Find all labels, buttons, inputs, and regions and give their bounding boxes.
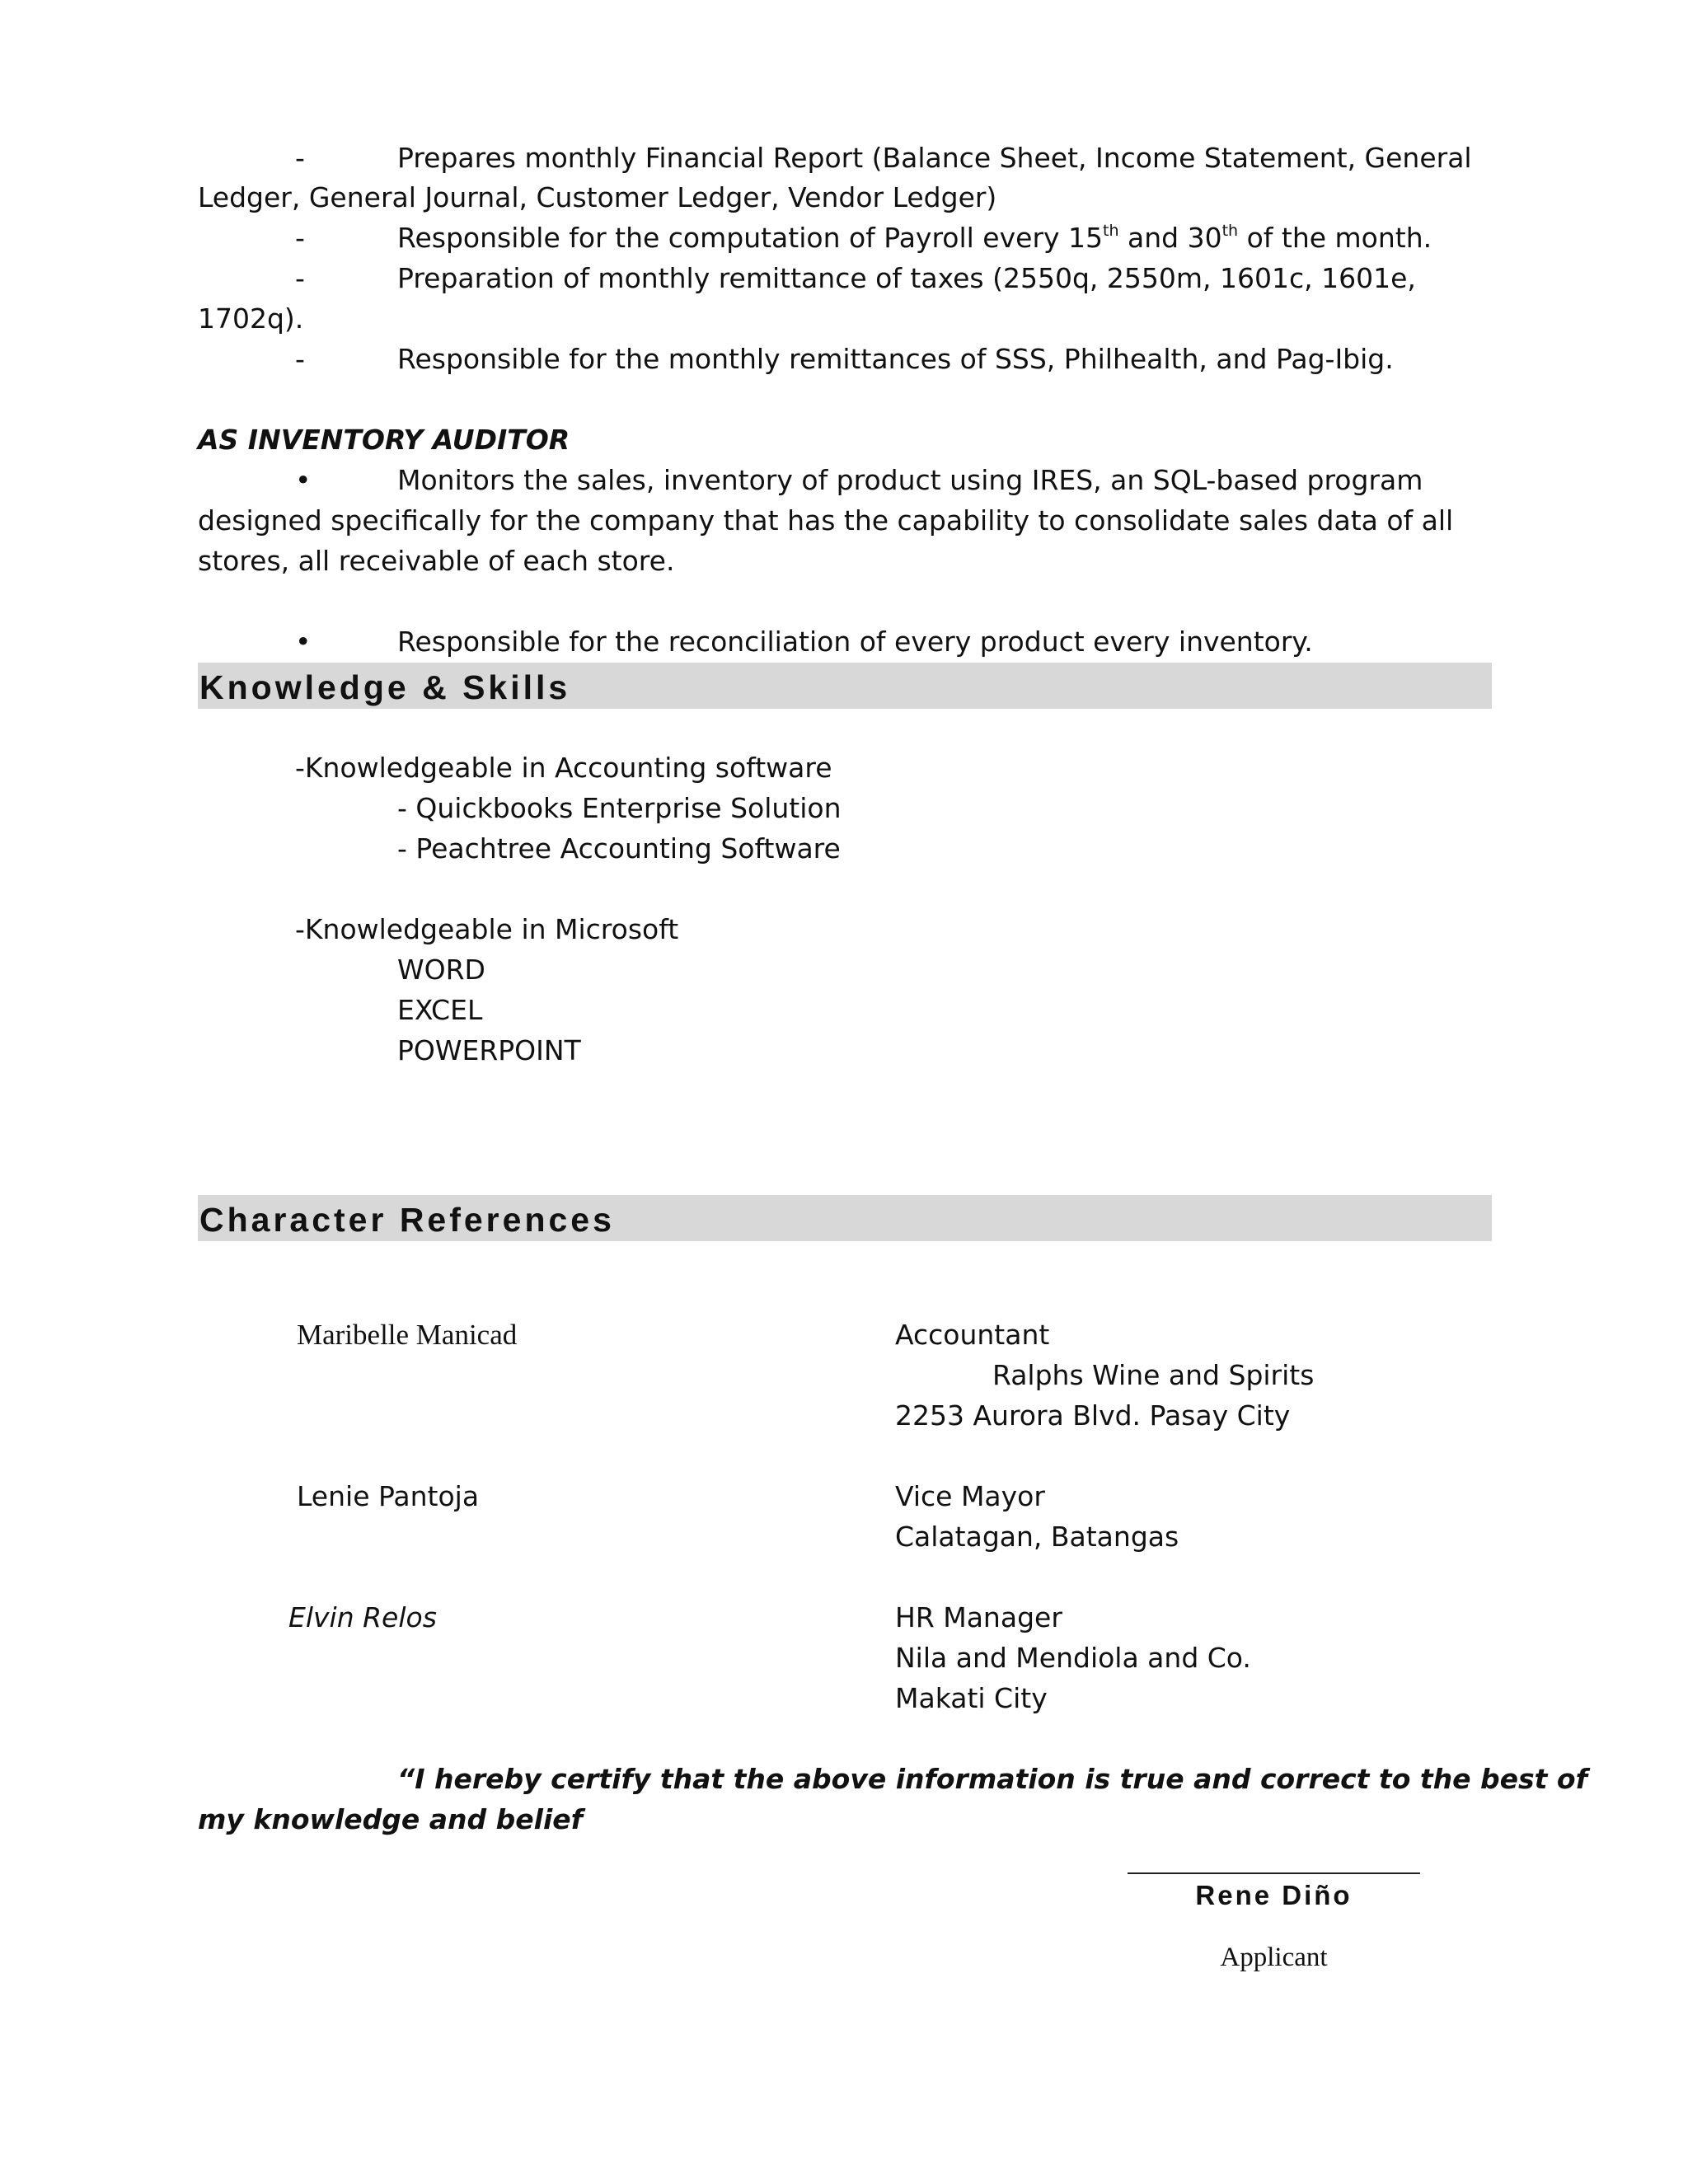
- skills-section-title: Knowledge & Skills: [199, 668, 571, 706]
- accounting-software-label: -Knowledgeable in Accounting software: [295, 752, 832, 784]
- references-section-bar: [198, 1195, 1492, 1241]
- duty-tax-remittance-cont: 1702q).: [198, 302, 304, 335]
- skills-section-bar: [198, 663, 1492, 709]
- references-section-title: Character References: [199, 1201, 615, 1239]
- bullet-marker: -: [295, 343, 305, 375]
- inventory-auditor-heading: AS INVENTORY AUDITOR: [198, 424, 570, 456]
- microsoft-label: -Knowledgeable in Microsoft: [295, 913, 679, 945]
- reference-detail: Calatagan, Batangas: [895, 1521, 1179, 1553]
- duty-monitor-sales-cont: designed specifically for the company that has the capability to consolidate sales data of all: [198, 504, 1454, 537]
- applicant-name: Rene Diño: [1195, 1880, 1353, 1910]
- applicant-role: Applicant: [1220, 1943, 1328, 1972]
- reference-detail: Makati City: [895, 1682, 1048, 1714]
- certification-statement-cont: my knowledge and belief: [198, 1803, 584, 1835]
- reference-detail: 2253 Aurora Blvd. Pasay City: [895, 1399, 1291, 1432]
- skill-item: - Peachtree Accounting Software: [397, 832, 841, 865]
- duty-payroll: Responsible for the computation of Payroll every 15th and 30th of the month.: [397, 222, 1432, 254]
- duty-reconciliation: Responsible for the reconciliation of every product every inventory.: [397, 626, 1313, 658]
- skill-item: - Quickbooks Enterprise Solution: [397, 792, 842, 824]
- reference-name: Elvin Relos: [288, 1601, 437, 1633]
- signature-line: [1128, 1872, 1420, 1874]
- skill-item: POWERPOINT: [397, 1034, 581, 1066]
- bullet-marker: •: [295, 626, 312, 658]
- skill-item: EXCEL: [397, 994, 483, 1026]
- duty-sss-remittance: Responsible for the monthly remittances of SSS, Philhealth, and Pag-Ibig.: [397, 343, 1394, 375]
- duty-tax-remittance: Preparation of monthly remittance of taxes (2550q, 2550m, 1601c, 1601e,: [397, 262, 1416, 294]
- bullet-marker: -: [295, 222, 305, 254]
- reference-detail: Ralphs Wine and Spirits: [992, 1359, 1315, 1391]
- bullet-marker: -: [295, 262, 305, 294]
- bullet-marker: •: [295, 464, 312, 496]
- bullet-marker: -: [295, 142, 305, 174]
- reference-detail: Accountant: [895, 1319, 1050, 1351]
- reference-name: Maribelle Manicad: [297, 1319, 518, 1351]
- skill-item: WORD: [397, 954, 485, 986]
- certification-statement: “I hereby certify that the above information is true and correct to the best of: [397, 1763, 1587, 1795]
- duty-financial-report-cont: Ledger, General Journal, Customer Ledger, Vendor Ledger): [198, 181, 997, 213]
- reference-detail: HR Manager: [895, 1601, 1062, 1633]
- duty-financial-report: Prepares monthly Financial Report (Balance Sheet, Income Statement, General: [397, 142, 1472, 174]
- duty-monitor-sales-cont: stores, all receivable of each store.: [198, 545, 675, 577]
- reference-name: Lenie Pantoja: [297, 1480, 480, 1512]
- duty-monitor-sales: Monitors the sales, inventory of product using IRES, an SQL-based program: [397, 464, 1423, 496]
- reference-detail: Nila and Mendiola and Co.: [895, 1642, 1251, 1674]
- reference-detail: Vice Mayor: [895, 1480, 1045, 1512]
